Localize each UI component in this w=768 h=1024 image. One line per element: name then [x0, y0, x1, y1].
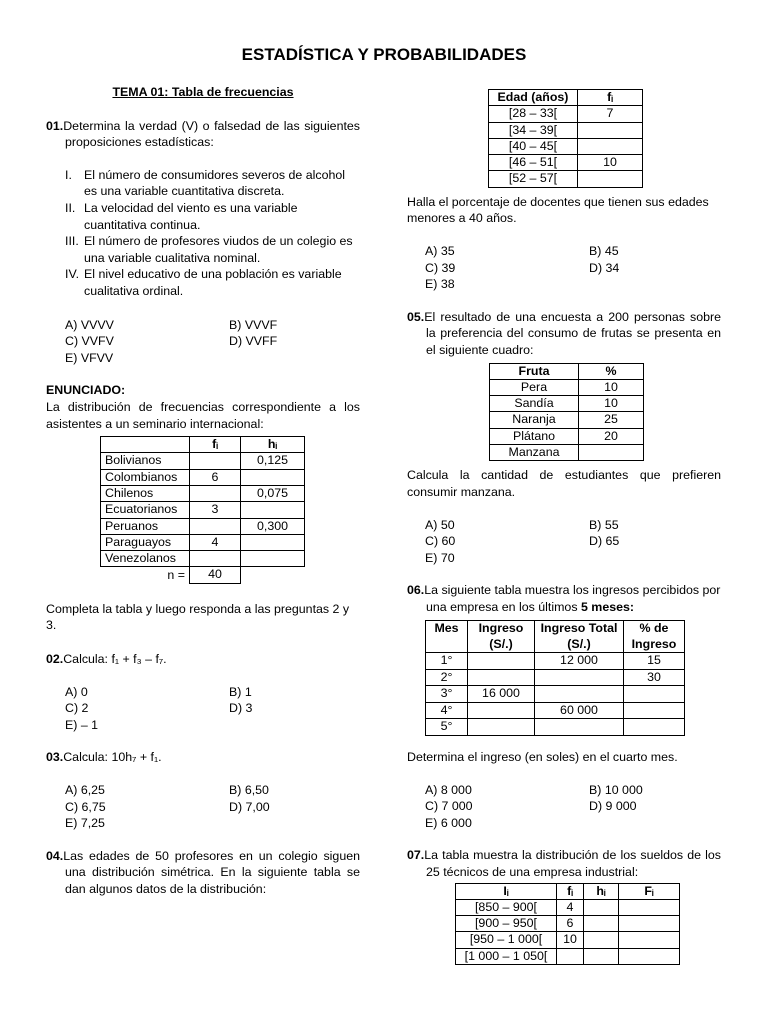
fruit-table — [489, 363, 644, 462]
question-number: 07. — [407, 848, 425, 863]
question-03 — [46, 749, 360, 831]
answer-options — [425, 243, 721, 293]
question-02 — [46, 651, 360, 733]
option: A) 35 — [425, 243, 455, 258]
question-statement: El resultado de una encuesta a 200 personas sobre la preferencia del consumo de frutas se presenta en el siguiente cuadro: — [424, 309, 721, 357]
table-row: [52 – 57[ — [489, 171, 643, 187]
table-header: fᵢ — [557, 883, 584, 899]
option: E) 38 — [425, 277, 455, 292]
question-number: 04. — [46, 848, 64, 863]
question-05-prompt: Calcula la cantidad de estudiantes que prefieren consumir manzana. — [407, 468, 721, 499]
frequency-table — [100, 436, 305, 584]
page-title: ESTADÍSTICA Y PROBABILIDADES — [241, 45, 527, 64]
option: D) 7,00 — [229, 799, 270, 814]
table-row: Plátano 20 — [490, 428, 644, 444]
income-table — [425, 620, 685, 736]
question-01-text — [46, 118, 360, 151]
option: B) VVVF — [229, 317, 278, 332]
statement-block — [46, 382, 360, 634]
table-row: Manzana — [490, 445, 644, 461]
option: A) 50 — [425, 517, 455, 532]
option: E) – 1 — [65, 717, 99, 732]
table-row: [46 – 51[ 10 — [489, 155, 643, 171]
table-header: Fᵢ — [619, 883, 680, 899]
option: A) VVVV — [65, 317, 114, 332]
option: E) 70 — [425, 550, 455, 565]
option: A) 6,25 — [65, 782, 105, 797]
option: A) 8 000 — [425, 782, 472, 797]
question-07 — [407, 847, 721, 965]
statement-text: La distribución de frecuencias correspondiente a los asistentes a un seminario internacional: — [46, 399, 360, 431]
proposition-list — [47, 167, 360, 300]
table-row: [40 – 45[ — [489, 138, 643, 154]
table-header: % de Ingreso — [624, 621, 685, 653]
question-statement: La siguiente tabla muestra los ingresos percibidos por una empresa en los últimos — [424, 583, 721, 614]
question-number: 01. — [46, 118, 64, 133]
question-04-prompt: Halla el porcentaje de docentes que tienen sus edades menores a 40 años. — [407, 194, 709, 226]
answer-options — [425, 782, 721, 832]
salary-table — [455, 883, 680, 965]
option: D) 65 — [589, 534, 620, 549]
option: D) 34 — [589, 260, 620, 275]
question-statement: Las edades de 50 profesores en un colegio siguen una distribución simétrica. En la siguiente tabla se dan algunos datos de la distribución: — [63, 848, 360, 896]
question-statement: Calcula: f₁ + f₃ – f₇. — [63, 651, 167, 666]
table-row: [28 – 33[ 7 — [489, 106, 643, 122]
question-statement: Calcula: 10h₇ + f₁. — [63, 750, 162, 765]
proposition-item: IV. El nivel educativo de una población es variable cualitativa ordinal. — [65, 267, 342, 298]
table-row: [850 – 900[ 4 — [456, 899, 680, 915]
option: B) 55 — [589, 517, 619, 532]
table-row: Chilenos 0,075 — [101, 485, 305, 501]
table-header: hᵢ — [241, 437, 305, 453]
table-row: Ecuatorianos 3 — [101, 502, 305, 518]
table-row: Pera 10 — [490, 379, 644, 395]
question-number: 06. — [407, 583, 425, 598]
question-number: 02. — [46, 651, 64, 666]
option: C) 60 — [425, 534, 456, 549]
table-header: hᵢ — [584, 883, 619, 899]
answer-options — [425, 517, 721, 567]
table-header: fᵢ — [190, 437, 241, 453]
answer-options — [65, 684, 360, 734]
option: C) 6,75 — [65, 799, 106, 814]
proposition-item: II. La velocidad del viento es una variable cuantitativa continua. — [65, 200, 298, 232]
question-statement: Determina la verdad (V) o falsedad de las siguientes proposiciones estadísticas: — [63, 118, 360, 150]
table-header: Fruta — [490, 363, 579, 379]
table-header: Ingreso Total (S/.) — [535, 621, 624, 653]
proposition-item: III. El número de profesores viudos de un colegio es una variable cualitativa nominal. — [65, 234, 353, 265]
table-header: Edad (años) — [489, 90, 578, 106]
section-heading: TEMA 01: Tabla de frecuencias — [112, 85, 294, 99]
table-header: Mes — [426, 621, 468, 653]
table-row: 2° 30 — [426, 669, 685, 686]
table-header: Iᵢ — [456, 883, 557, 899]
table-total-row: n = 40 — [101, 567, 305, 583]
option: C) 7 000 — [425, 799, 473, 814]
table-row: 1° 12 000 15 — [426, 653, 685, 670]
table-row: 3° 16 000 — [426, 686, 685, 703]
question-statement-bold: 5 meses: — [580, 599, 635, 614]
option: A) 0 — [65, 684, 88, 699]
option: B) 10 000 — [589, 782, 643, 797]
table-row: Naranja 25 — [490, 412, 644, 428]
option: B) 1 — [229, 684, 252, 699]
table-row: Peruanos 0,300 — [101, 518, 305, 534]
question-number: 03. — [46, 750, 64, 765]
option: E) 7,25 — [65, 816, 105, 831]
table-row: [1 000 – 1 050[ — [456, 948, 680, 964]
option: B) 45 — [589, 243, 619, 258]
proposition-item: I. El número de consumidores severos de alcohol es una variable cuantitativa discreta. — [65, 167, 346, 199]
question-number: 05. — [407, 309, 425, 324]
option: E) VFVV — [65, 350, 114, 365]
table-row: Bolivianos 0,125 — [101, 453, 305, 469]
question-06-prompt: Determina el ingreso (en soles) en el cuarto mes. — [407, 749, 678, 764]
option: B) 6,50 — [229, 782, 269, 797]
table-row: Colombianos 6 — [101, 469, 305, 485]
table-row: 4° 60 000 — [426, 702, 685, 719]
question-statement: La tabla muestra la distribución de los sueldos de los 25 técnicos de una empresa industrial: — [424, 848, 721, 879]
answer-options — [65, 782, 360, 832]
option: E) 6 000 — [425, 815, 472, 830]
question-04-intro — [46, 848, 360, 898]
table-row: [34 – 39[ — [489, 122, 643, 138]
table-header: % — [579, 363, 644, 379]
statement-followup: Completa la tabla y luego responda a las preguntas 2 y 3. — [46, 601, 350, 633]
table-header: fᵢ — [578, 90, 643, 106]
answer-options — [65, 317, 360, 367]
option: D) VVFF — [229, 334, 278, 349]
right-column — [407, 89, 721, 965]
table-row: [900 – 950[ 6 — [456, 916, 680, 932]
option: C) 2 — [65, 701, 89, 716]
statement-label: ENUNCIADO: — [46, 383, 126, 398]
option: D) 3 — [229, 701, 253, 716]
left-column — [46, 84, 360, 897]
table-header — [101, 437, 190, 453]
option: C) VVFV — [65, 334, 114, 349]
table-row: Sandía 10 — [490, 396, 644, 412]
question-06 — [407, 582, 721, 831]
question-01 — [46, 118, 360, 367]
option: D) 9 000 — [589, 799, 637, 814]
table-row: 5° — [426, 719, 685, 736]
table-row: [950 – 1 000[ 10 — [456, 932, 680, 948]
table-header: Ingreso (S/.) — [468, 621, 535, 653]
age-table — [488, 89, 643, 188]
option: C) 39 — [425, 260, 456, 275]
question-05 — [407, 309, 721, 567]
table-row: Paraguayos 4 — [101, 534, 305, 550]
table-row: Venezolanos — [101, 551, 305, 567]
